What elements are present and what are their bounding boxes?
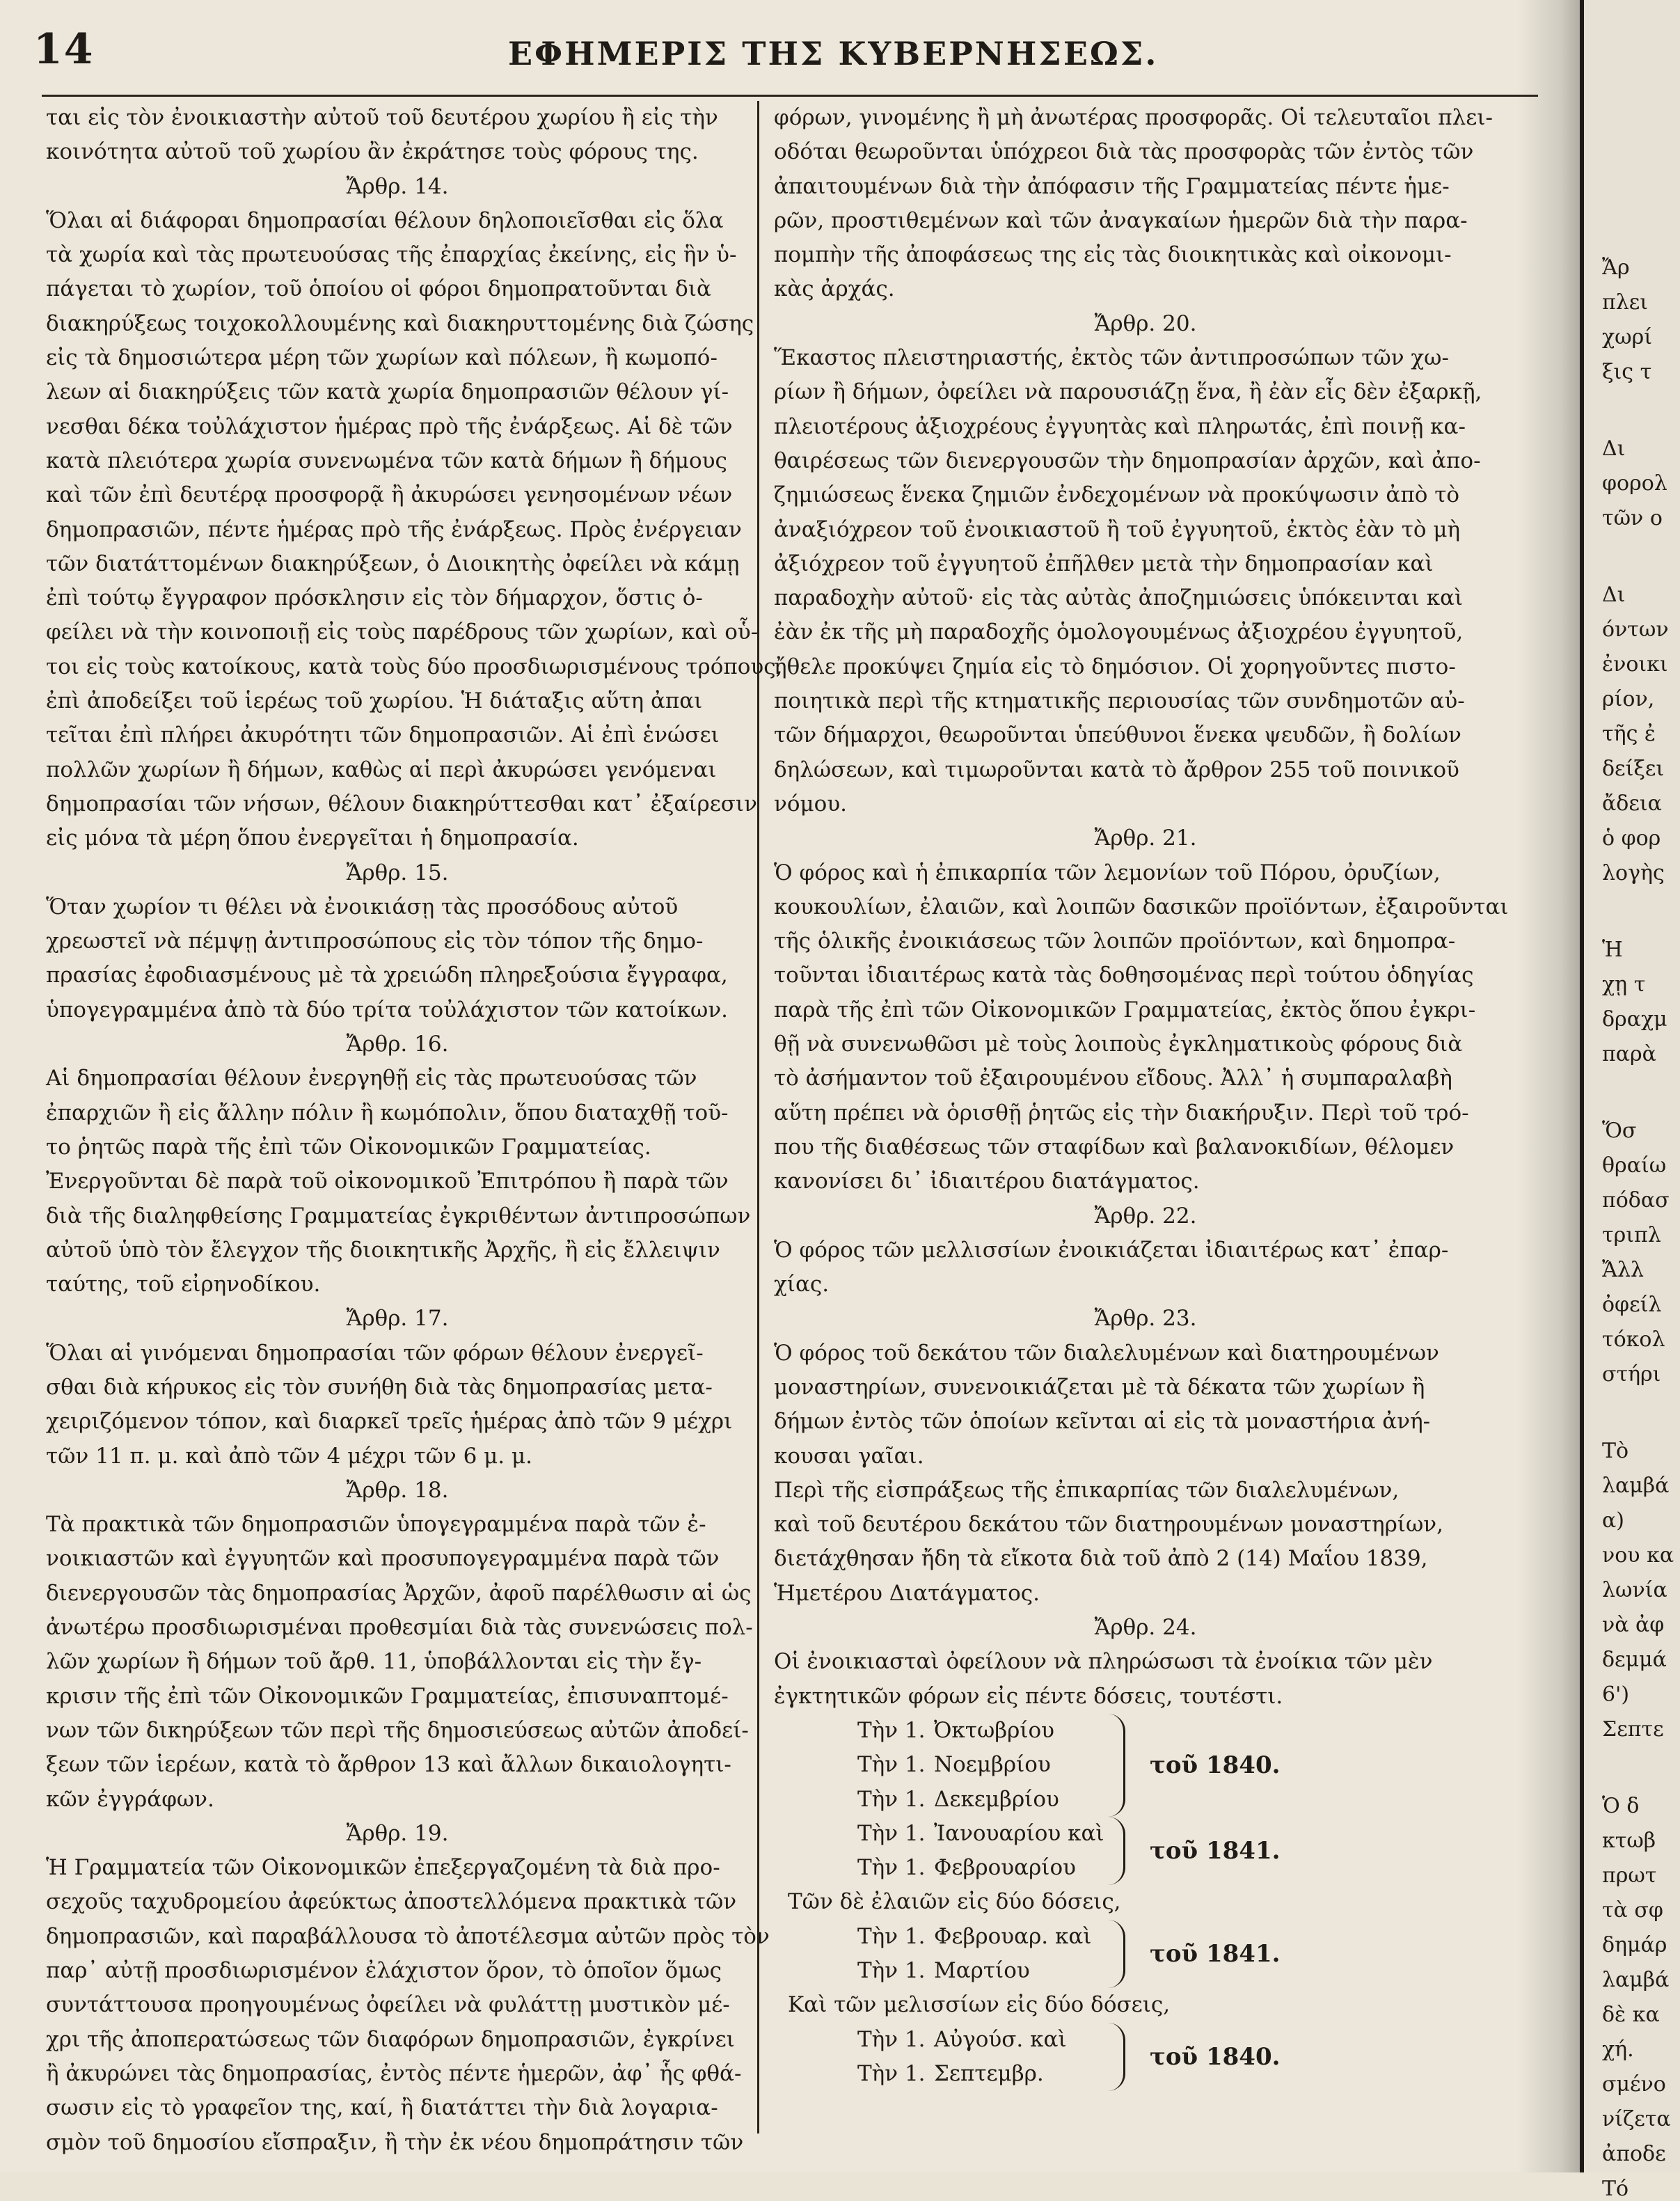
text-line: εἰς μόνα τὰ μέρη ὅπου ἐνεργεῖται ἡ δημοπρασία. [46,826,579,851]
adjacent-page-fragment: δὲ κα [1602,2003,1660,2027]
adjacent-page-fragment: τῆς ἐ [1602,722,1656,746]
adjacent-page-fragment: ἀποδε [1602,2142,1666,2166]
text-line: ἀναξιόχρεον τοῦ ἐνοικιαστοῦ ἢ τοῦ ἐγγυητοῦ, ἐκτὸς ἐὰν τὸ μὴ [774,516,1461,542]
adjacent-page-fragment: α) [1602,1508,1624,1533]
text-line: ἐὰν ἐκ τῆς μὴ παραδοχῆς ὁμολογουμένως ἀξιοχρέου ἐγγυητοῦ, [774,620,1464,645]
right-column-text [774,101,1517,1714]
text-line: δημοπρασίαι τῶν νήσων, θέλουν διακηρύττεσθαι κατ᾽ ἐξαίρεσιν [46,791,757,816]
schedule-day: Τὴν 1. [857,2026,926,2052]
text-line: πρασίας ἐφοδιασμένους μὲ τὰ χρειώδη πληρεξούσια ἔγγραφα, [46,963,728,988]
text-line: Οἱ ἐνοικιασταὶ ὀφείλουν νὰ πληρώσωσι τὰ ἐνοίκια τῶν μὲν [774,1649,1433,1675]
text-line: ἤθελε προκύψει ζημία εἰς τὸ δημόσιον. Οἱ χορηγοῦντες πιστο- [774,654,1456,679]
text-line: θαιρέσεως τῶν διενεργουσῶν τὴν δημοπρασίαν ἀρχῶν, καὶ ἀπο- [774,448,1481,473]
text-line: οδόται θεωροῦνται ὑπόχρεοι διὰ τὰς προσφορὰς τῶν ἐντὸς τῶν [774,139,1474,165]
text-line: Ὁ φόρος τοῦ δεκάτου τῶν διαλελυμένων καὶ διατηρουμένων [774,1340,1439,1366]
running-head-title: ΕΦΗΜΕΡΙΣ ΤΗΣ ΚΥΒΕΡΝΗΣΕΩΣ. [508,35,1159,72]
text-line: διετάχθησαν ἤδη τὰ εἴκοτα διὰ τοῦ ἀπὸ 2 (14) Μαΐου 1839, [774,1546,1428,1572]
adjacent-page-fragment: 6') [1602,1682,1630,1707]
schedule-month: Αὐγούσ. καὶ [934,2026,1067,2052]
text-line: διενεργουσῶν τὰς δημοπρασίας Ἀρχῶν, ἀφοῦ παρέλθωσιν αἱ ὡς [46,1580,752,1606]
adjacent-page-fragment: στήρι [1602,1362,1661,1387]
text-line: τοῦνται ἰδιαιτέρως κατὰ τὰς δοθησομένας περὶ τούτου ὁδηγίας [774,963,1474,988]
text-line: ρίων ἢ δήμων, ὀφείλει νὰ παρουσιάζῃ ἕνα, ἢ ἐὰν εἷς δὲν ἐξαρκῇ, [774,379,1482,405]
text-line: χίας. [774,1272,830,1297]
schedule-group-3 [857,1920,1517,1989]
text-line: τὰ χωρία καὶ τὰς πρωτευούσας τῆς ἐπαρχίας ἐκείνης, εἰς ἣν ὑ- [46,242,737,268]
schedule-day: Τὴν 1. [857,1855,926,1881]
text-line: κουκουλίων, ἐλαιῶν, καὶ λοιπῶν δασικῶν προϊόντων, ἐξαιροῦνται [774,894,1509,920]
brace-mark [1108,2023,1125,2092]
text-line: κὰς ἀρχάς. [774,276,895,302]
text-line: δημοπρασιῶν, καὶ παραβάλλουσα τὸ ἀποτέλεσμα αὐτῶν πρὸς τὸν [46,1923,770,1949]
adjacent-page-fragment: νου κα [1602,1543,1674,1568]
text-line: μοναστηρίων, συνενοικιάζεται μὲ τὰ δέκατα τῶν χωρίων ἢ [774,1374,1425,1400]
text-line: νεσθαι δέκα τοὐλάχιστον ἡμέρας πρὸ τῆς ἐνάρξεως. Αἱ δὲ τῶν [46,413,733,439]
text-line: λῶν χωρίων ἢ δήμων τοῦ ἄρθ. 11, ὑποβάλλονται εἰς τὴν ἔγ- [46,1649,702,1675]
text-line: σεχοῦς ταχυδρομείου ἀφεύκτως ἀποστελλόμενα πρακτικὰ τῶν [46,1889,737,1915]
adjacent-page-fragment: Ἄλλ [1602,1258,1645,1282]
text-line: λεων αἱ διακηρύξεις τῶν κατὰ χωρία δημοπρασιῶν θέλουν γί- [46,379,729,405]
text-line: διακηρύξεως τοιχοκολλουμένης καὶ διακηρυττομένης διὰ ζώσης [46,310,754,336]
adjacent-page-fragment: νὰ ἀφ [1602,1613,1665,1637]
article-heading: Ἄρθρ. 20. [1094,310,1197,336]
text-line: ταύτης, τοῦ εἰρηνοδίκου. [46,1272,321,1297]
schedule-month: Σεπτεμβρ. [934,2060,1044,2086]
schedule-day: Τὴν 1. [857,1923,926,1949]
text-line: τεῖται ἐπὶ πλήρει ἀκυρότητι τῶν δημοπρασιῶν. Αἱ ἐπὶ ἑνώσει [46,723,720,748]
schedule-day: Τὴν 1. [857,2060,926,2086]
text-line: συντάττουσα προηγουμένως ὀφείλει νὰ φυλάττῃ μυστικὸν μέ- [46,1992,730,2018]
adjacent-page-fragment: ὀφείλ [1602,1293,1662,1317]
text-line: Ὁ φόρος τῶν μελλισσίων ἐνοικιάζεται ἰδιαιτέρως κατ᾽ ἐπαρ- [774,1237,1449,1263]
schedule-row [857,1783,1517,1817]
adjacent-page-fragment: ξις τ [1602,360,1652,384]
text-line: Ὁ φόρος καὶ ἡ ἐπικαρπία τῶν λεμονίων τοῦ Πόρου, ὀρυζίων, [774,860,1441,885]
text-line: παρὰ τῆς ἐπὶ τῶν Οἰκονομικῶν Γραμματείας, ἐκτὸς ὅπου ἐγκρι- [774,997,1476,1023]
text-line: ἐπαρχιῶν ἢ εἰς ἄλλην πόλιν ἢ κωμόπολιν, ὅπου διαταχθῇ τοῦ- [46,1100,729,1126]
text-line: Ἡμετέρου Διατάγματος. [774,1580,1040,1606]
schedule-month: Ὀκτωβρίου [934,1717,1055,1743]
text-line: χρι τῆς ἀποπερατώσεως τῶν διαφόρων δημοπρασιῶν, ἐγκρίνει [46,2026,735,2052]
adjacent-page-fragment: λωνία [1602,1578,1667,1602]
adjacent-page-fragment: κτωβ [1602,1829,1656,1853]
text-line: διὰ τῆς διαληφθείσης Γραμματείας ἐγκριθέντων ἀντιπροσώπων [46,1203,751,1229]
text-line: σμὸν τοῦ δημοσίου εἴσπραξιν, ἢ τὴν ἐκ νέου δημοπράτησιν τῶν [46,2129,744,2155]
text-line: κανονίσει δι᾽ ἰδιαιτέρου διατάγματος. [774,1169,1200,1194]
schedule-group-4 [857,2023,1517,2092]
adjacent-page-fragment: χῃ τ [1602,972,1646,997]
adjacent-page-fragment: φορολ [1602,471,1667,496]
text-line: Ἡ Γραμματεία τῶν Οἰκονομικῶν ἐπεξεργαζομένη τὰ διὰ προ- [46,1855,720,1881]
adjacent-page-fragment: σμένο [1602,2072,1666,2097]
adjacent-page-fragment: όντων [1602,617,1669,642]
adjacent-page-fragment: πλει [1602,290,1649,315]
text-line: που τῆς διαθέσεως τῶν σταφίδων καὶ βαλανοκιδίων, θέλομεν [774,1134,1455,1160]
olive-intro: Τῶν δὲ ἐλαιῶν εἰς δύο δόσεις, [788,1889,1121,1915]
text-line: πομπὴν τῆς ἀποφάσεως της εἰς τὰς διοικητικὰς καὶ οἰκονομι- [774,242,1452,268]
adjacent-page-fragment: Ὅσ [1602,1119,1637,1143]
adjacent-page-fragment: τῶν ο [1602,506,1663,530]
text-line: Ἕκαστος πλειστηριαστής, ἐκτὸς τῶν ἀντιπροσώπων τῶν χω- [774,345,1449,371]
text-line: ἀπαιτουμένων διὰ τὴν ἀπόφασιν τῆς Γραμματείας πέντε ἡμε- [774,173,1450,199]
text-line: ἀξιόχρεον τοῦ ἐγγυητοῦ ἐπῆλθεν μετὰ τὴν δημοπρασίαν καὶ [774,551,1434,576]
schedule-day: Τὴν 1. [857,1752,926,1778]
left-column [46,101,783,2155]
text-line: αὕτη πρέπει νὰ ὁρισθῇ ῥητῶς εἰς τὴν διακήρυξιν. Περὶ τοῦ τρό- [774,1100,1469,1126]
adjacent-page-fragment: νίζετα [1602,2107,1671,2131]
text-line: Ὅταν χωρίον τι θέλει νὰ ἐνοικιάσῃ τὰς προσόδους αὐτοῦ [46,894,679,920]
text-line: κῶν ἐγγράφων. [46,1786,214,1812]
schedule-day: Τὴν 1. [857,1820,926,1846]
adjacent-page-fragment: Ἄρ [1602,255,1630,280]
text-line: πάγεται τὸ χωρίον, τοῦ ὁποίου οἱ φόροι δημοπρατοῦνται διὰ [46,276,711,302]
adjacent-page-fragment: χή. [1602,2037,1634,2062]
text-line: κρισιν τῆς ἐπὶ τῶν Οἰκονομικῶν Γραμματείας, ἐπισυναπτομέ- [46,1683,729,1709]
text-line: τοι εἰς τοὺς κατοίκους, κατὰ τοὺς δύο προσδιωρισμένους τρόπους, [46,654,783,679]
brace-mark [1108,1714,1125,1817]
adjacent-page-fragment: λαμβά [1602,1474,1670,1498]
header-rule [42,95,1538,97]
article-heading: Ἄρθρ. 22. [1094,1203,1197,1229]
text-line: εἰς τὰ δημοσιώτερα μέρη τῶν χωρίων καὶ πόλεων, ἢ κωμοπό- [46,345,718,371]
adjacent-page-fragment: Τό [1602,2177,1629,2201]
text-line: νων τῶν δικηρύξεων τῶν περὶ τῆς δημοσιεύσεως αὐτῶν ἀποδεί- [46,1717,749,1743]
text-line: ἐγκτητικῶν φόρων εἰς πέντε δόσεις, τουτέστι. [774,1683,1283,1709]
adjacent-page-fragment: δραχμ [1602,1007,1667,1032]
schedule-month: Φεβρουαρ. καὶ [934,1923,1092,1949]
adjacent-page-fragment: δεμμά [1602,1648,1667,1672]
text-line: Αἱ δημοπρασίαι θέλουν ἐνεργηθῇ εἰς τὰς πρωτευούσας τῶν [46,1066,697,1091]
text-line: τὸ ἀσήμαντον τοῦ ἐξαιρουμένου εἴδους. Ἀλλ᾽ ἡ συμπαραλαβὴ [774,1066,1452,1091]
text-line: δηλώσεων, καὶ τιμωροῦνται κατὰ τὸ ἄρθρον 255 τοῦ ποινικοῦ [774,757,1459,782]
schedule-group-2 [857,1817,1517,1886]
text-line: ἢ ἀκυρώνει τὰς δημοπρασίας, ἐντὸς πέντε ἡμερῶν, ἀφ᾽ ἧς φθά- [46,2060,742,2086]
text-line: Περὶ τῆς εἰσπράξεως τῆς ἐπικαρπίας τῶν διαλελυμένων, [774,1477,1400,1503]
adjacent-page-fragment: θραίω [1602,1153,1667,1178]
text-line: αὐτοῦ ὑπὸ τὸν ἔλεγχον τῆς διοικητικῆς Ἀρχῆς, ἢ εἰς ἔλλειψιν [46,1237,720,1263]
page-spine-shadow [1517,0,1580,2172]
text-line: Τὰ πρακτικὰ τῶν δημοπρασιῶν ὑπογεγραμμένα παρὰ τῶν ἐ- [46,1512,706,1538]
text-line: χρεωστεῖ νὰ πέμψῃ ἀντιπροσώπους εἰς τὸν τόπον τῆς δημο- [46,929,704,954]
article-heading: Ἄρθρ. 15. [346,860,449,885]
adjacent-page-edge [1584,0,1680,2201]
text-line: χειριζόμενον τόπον, καὶ διαρκεῖ τρεῖς ἡμέρας ἀπὸ τῶν 9 μέχρι [46,1409,733,1435]
text-line: ἐπὶ ἀποδείξει τοῦ ἱερέως τοῦ χωρίου. Ἡ διάταξις αὕτη ἀπαι [46,688,703,714]
schedule-day: Τὴν 1. [857,1717,926,1743]
text-line: σθαι διὰ κήρυκος εἰς τὸν συνήθη διὰ τὰς δημοπρασίας μετα- [46,1374,713,1400]
text-line: νοικιαστῶν καὶ ἐγγυητῶν καὶ προσυπογεγραμμένα παρὰ τῶν [46,1546,720,1572]
adjacent-page-fragment: χωρί [1602,325,1653,349]
adjacent-page-fragment: τριπλ [1602,1223,1661,1247]
article-heading: Ἄρθρ. 21. [1094,826,1197,851]
text-line: ζημιώσεως ἕνεκα ζημιῶν ἐνδεχομένων νὰ προκύψωσιν ἀπὸ τὸ [774,482,1460,508]
text-line: Ὅλαι αἱ διάφοραι δημοπρασίαι θέλουν δηλοποιεῖσθαι εἰς ὅλα [46,207,724,233]
adjacent-page-fragment: τὰ σφ [1602,1898,1663,1923]
adjacent-page-fragment: τόκολ [1602,1327,1665,1352]
text-line: κατὰ πλειότερα χωρία συνενωμένα τῶν κατὰ δήμων ἢ δήμους [46,448,727,473]
schedule-year: τοῦ 1840. [1150,1751,1281,1779]
adjacent-page-fragment: λογὴς [1602,861,1665,885]
payment-schedule [774,1714,1517,2091]
text-line: ἐπὶ τούτῳ ἔγγραφον πρόσκλησιν εἰς τὸν δήμαρχον, ὅστις ὀ- [46,585,703,611]
article-heading: Ἄρθρ. 17. [346,1306,449,1332]
text-line: τῶν δήμαρχοι, θεωροῦνται ὑπεύθυνοι ἕνεκα ψευδῶν, ἢ δολίων [774,723,1461,748]
text-line: Ἐνεργοῦνται δὲ παρὰ τοῦ οἰκονομικοῦ Ἐπιτρόπου ἢ παρὰ τῶν [46,1169,729,1194]
schedule-group-1 [857,1714,1517,1817]
bee-intro: Καὶ τῶν μελισσίων εἰς δύο δόσεις, [788,1992,1171,2018]
text-line: δήμων ἐντὸς τῶν ὁποίων κεῖνται αἱ εἰς τὰ μοναστήρια ἀνή- [774,1409,1431,1435]
text-line: παρ᾽ αὐτῇ προσδιωρισμένον ἐλάχιστον ὅρον, τὸ ὁποῖον ὅμως [46,1958,722,1984]
schedule-month: Μαρτίου [934,1958,1030,1984]
article-heading: Ἄρθρ. 19. [346,1820,449,1846]
article-heading: Ἄρθρ. 16. [346,1032,449,1057]
adjacent-page-fragment: δείξει [1602,757,1665,781]
text-line: ξεων τῶν ἱερέων, κατὰ τὸ ἄρθρον 13 καὶ ἄλλων δικαιολογητι- [46,1752,731,1778]
text-line: το ῥητῶς παρὰ τῆς ἐπὶ τῶν Οἰκονομικῶν Γραμματείας. [46,1134,651,1160]
text-line: σωσιν εἰς τὸ γραφεῖον της, καί, ἢ διατάττει τὴν διὰ λογαρια- [46,2095,718,2121]
text-line: τῶν 11 π. μ. καὶ ἀπὸ τῶν 4 μέχρι τῶν 6 μ. μ. [46,1443,532,1469]
adjacent-page-fragment: πρωτ [1602,1863,1657,1888]
text-line: τῶν διατάττομένων διακηρύξεων, ὁ Διοικητὴς ὀφείλει νὰ κάμῃ [46,551,740,576]
article-heading: Ἄρθρ. 18. [346,1477,449,1503]
adjacent-page-fragment: πόδασ [1602,1188,1670,1213]
schedule-day: Τὴν 1. [857,1786,926,1812]
text-line: φόρων, γινομένης ἢ μὴ ἀνωτέρας προσφορᾶς. Οἱ τελευταῖοι πλει- [774,105,1493,130]
text-line: κοινότητα αὐτοῦ τοῦ χωρίου ἂν ἐκράτησε τοὺς φόρους της. [46,139,699,165]
adjacent-page-fragment: Σεπτε [1602,1717,1664,1742]
text-line: πολλῶν χωρίων ἢ δήμων, καθὼς αἱ περὶ ἀκυρώσει γενόμεναι [46,757,717,782]
text-line: καὶ τῶν ἐπὶ δευτέρᾳ προσφορᾷ ἢ ἀκυρώσει γενησομένων νέων [46,482,733,508]
article-heading: Ἄρθρ. 23. [1094,1306,1197,1332]
text-line: θῇ νὰ συνενωθῶσι μὲ τοὺς λοιποὺς ἐγκληματικοὺς φόρους διὰ [774,1032,1463,1057]
brace-mark [1108,1920,1125,1989]
schedule-month: Ἰανουαρίου καὶ [934,1820,1104,1846]
adjacent-page-fragment: Τὸ [1602,1439,1629,1463]
article-heading: Ἄρθρ. 24. [1094,1615,1197,1641]
schedule-month: Νοεμβρίου [934,1752,1051,1778]
text-line: δημοπρασιῶν, πέντε ἡμέρας πρὸ τῆς ἐνάρξεως. Πρὸς ἐνέργειαν [46,516,742,542]
text-line: Ὅλαι αἱ γινόμεναι δημοπρασίαι τῶν φόρων θέλουν ἐνεργεῖ- [46,1340,704,1366]
schedule-row [857,1714,1517,1748]
adjacent-page-fragment: Ἡ [1602,938,1623,962]
adjacent-page-fragment: δημάρ [1602,1933,1667,1957]
text-line: ἀνωτέρω προσδιωρισμέναι προθεσμίαι διὰ τὰς συνενώσεις πολ- [46,1615,753,1641]
schedule-year: τοῦ 1840. [1150,2042,1281,2071]
right-column [774,101,1517,2133]
schedule-day: Τὴν 1. [857,1958,926,1984]
adjacent-page-fragment: ἐνοικι [1602,652,1668,677]
adjacent-page-fragment: ὁ φορ [1602,826,1661,851]
adjacent-page-fragment: λαμβά [1602,1968,1670,1992]
schedule-month: Δεκεμβρίου [934,1786,1059,1812]
article-heading: Ἄρθρ. 14. [346,173,449,199]
text-line: ποιητικὰ περὶ τῆς κτηματικῆς περιουσίας τῶν συνδημοτῶν αὐ- [774,688,1465,714]
text-line: φείλει νὰ τὴν κοινοποιῇ εἰς τοὺς παρέδρους τῶν χωρίων, καὶ οὗ- [46,620,759,645]
page-number: 14 [33,25,95,74]
adjacent-page-fragment: Δι [1602,583,1626,607]
adjacent-page-fragment: Ὁ δ [1602,1794,1640,1818]
adjacent-page-fragment: ἄδεια [1602,791,1662,816]
adjacent-page-fragment: Δι [1602,436,1626,461]
schedule-month: Φεβρουαρίου [934,1855,1076,1881]
schedule-year: τοῦ 1841. [1150,1940,1281,1969]
text-line: νόμου. [774,791,848,816]
column-divider [757,101,759,2133]
text-line: καὶ τοῦ δευτέρου δεκάτου τῶν διατηρουμένων μοναστηρίων, [774,1512,1443,1538]
text-line: κουσαι γαῖαι. [774,1443,924,1469]
adjacent-page-fragment: ρίον, [1602,687,1655,711]
text-line: τῆς ὁλικῆς ἐνοικιάσεως τῶν λοιπῶν προϊόντων, καὶ δημοπρα- [774,929,1456,954]
text-line: ρῶν, προστιθεμένων καὶ τῶν ἀναγκαίων ἡμερῶν διὰ τὴν παρα- [774,207,1468,233]
text-line: ται εἰς τὸν ἐνοικιαστὴν αὐτοῦ τοῦ δευτέρου χωρίου ἢ εἰς τὴν [46,105,718,130]
text-line: πλειοτέρους ἀξιοχρέους ἐγγυητὰς καὶ πληρωτάς, ἐπὶ ποινῇ κα- [774,413,1466,439]
text-line: ὑπογεγραμμένα ἀπὸ τὰ δύο τρίτα τοὐλάχιστον τῶν κατοίκων. [46,997,729,1023]
text-line: παραδοχὴν αὐτοῦ· εἰς τὰς αὐτὰς ἀποζημιώσεις ὑπόκεινται καὶ [774,585,1464,611]
adjacent-page-fragment: παρὰ [1602,1042,1656,1066]
brace-mark [1108,1817,1125,1886]
schedule-year: τοῦ 1841. [1150,1837,1281,1865]
